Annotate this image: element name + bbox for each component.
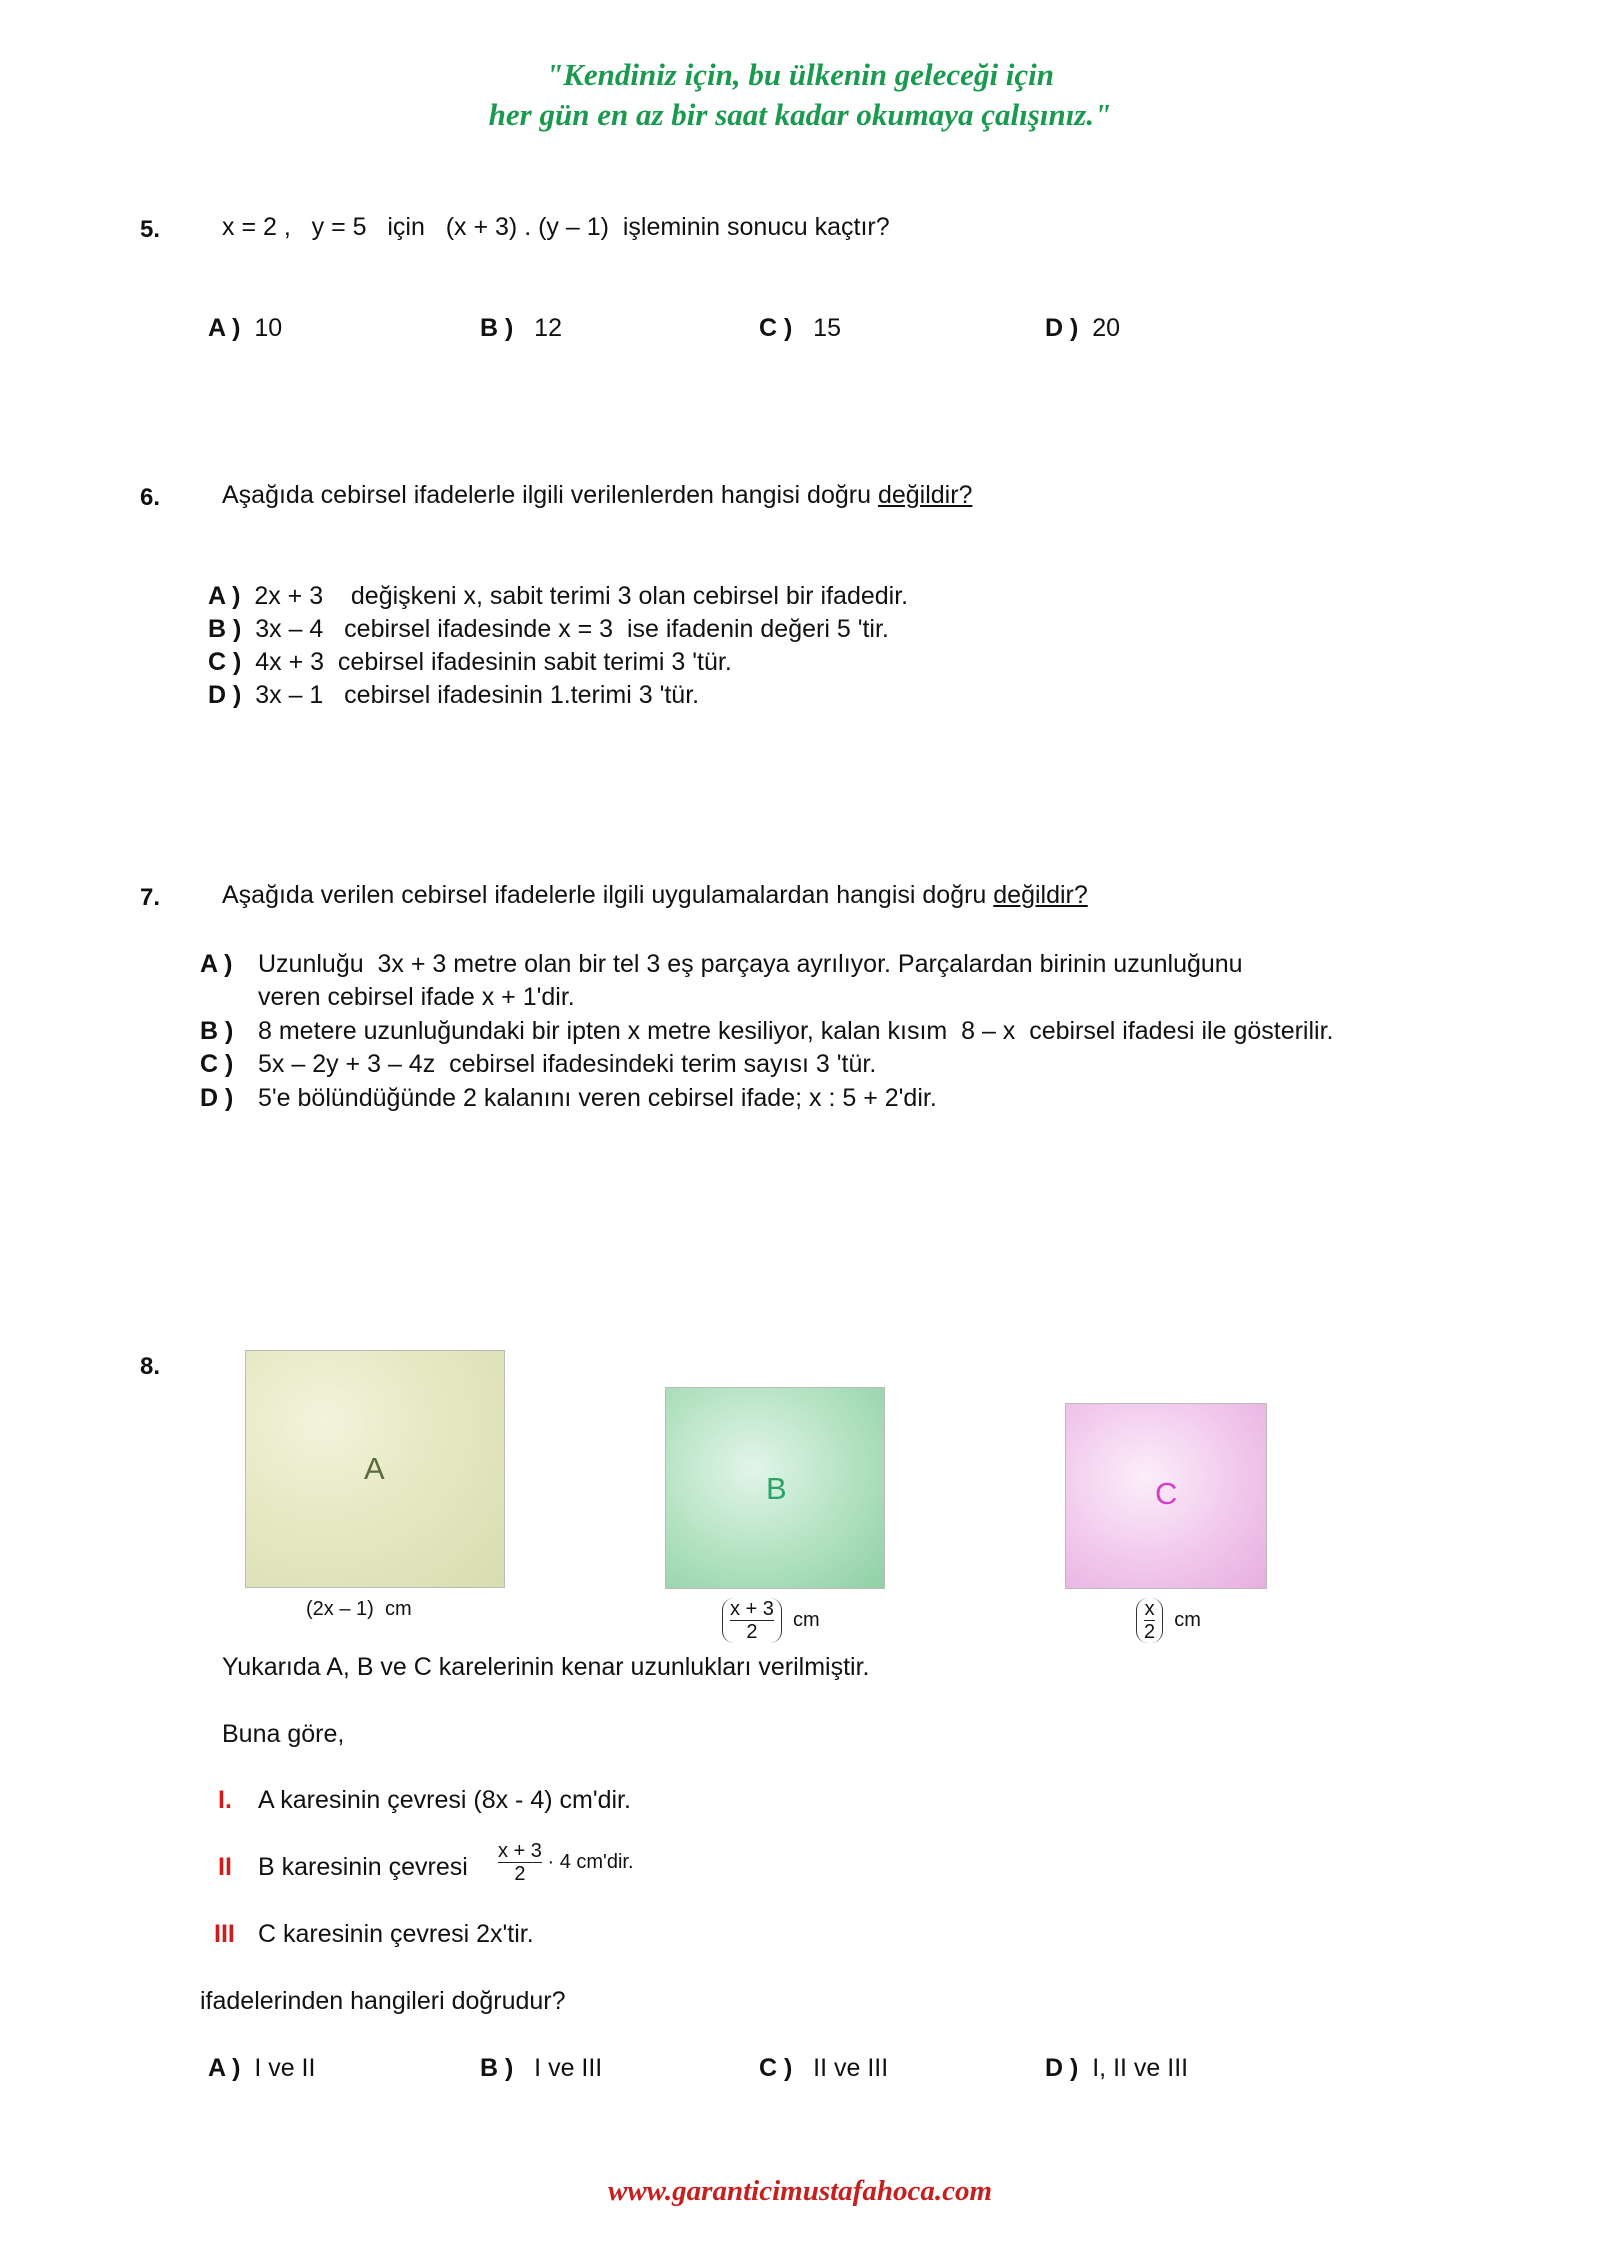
statement-3-text: C karesinin çevresi 2x'tir.: [258, 1920, 534, 1948]
q7-option-d-label[interactable]: D ): [200, 1084, 234, 1112]
header-line-1: "Kendiniz için, bu ülkenin geleceği için: [545, 57, 1055, 92]
question-8-buna-gore: Buna göre,: [222, 1720, 345, 1748]
q6-option-c[interactable]: C ) 4x + 3 cebirsel ifadesinin sabit terimi 3 'tür.: [208, 648, 732, 676]
square-c-side-label: $\frac{x}{2}$ cm: [1136, 1598, 1201, 1643]
q7-option-b-label[interactable]: B ): [200, 1017, 234, 1045]
question-6-text: Aşağıda cebirsel ifadelerle ilgili verilenlerden hangisi doğru değildir?: [222, 481, 973, 509]
question-5-text: x = 2 , y = 5 için (x + 3) . (y – 1) işleminin sonucu kaçtır?: [222, 213, 890, 241]
square-b-letter: B: [766, 1471, 787, 1506]
question-8-prompt: ifadelerinden hangileri doğrudur?: [200, 1987, 566, 2015]
question-7-number: 7.: [140, 884, 161, 911]
q5-option-a[interactable]: A ) 10: [208, 314, 283, 342]
q8-option-c[interactable]: C ) II ve III: [759, 2054, 889, 2082]
q5-option-b[interactable]: B ) 12: [480, 314, 562, 342]
header-line-2: her gün en az bir saat kadar okumaya çalışınız.": [488, 97, 1112, 132]
q7-option-b-text: 8 metere uzunluğundaki bir ipten x metre kesiliyor, kalan kısım 8 – x cebirsel ifadesi ile gösterilir.: [258, 1017, 1334, 1045]
square-a-letter: A: [364, 1451, 385, 1486]
statement-2-text: B karesinin çevresi: [258, 1853, 468, 1881]
q7-option-c-text: 5x – 2y + 3 – 4z cebirsel ifadesindeki terim sayısı 3 'tür.: [258, 1050, 877, 1078]
q6-option-b[interactable]: B ) 3x – 4 cebirsel ifadesinde x = 3 ise ifadenin değeri 5 'tir.: [208, 615, 889, 643]
q8-option-b[interactable]: B ) I ve III: [480, 2054, 603, 2082]
question-7-text: Aşağıda verilen cebirsel ifadelerle ilgili uygulamalardan hangisi doğru değildir?: [222, 881, 1088, 909]
q7-option-d-text: 5'e bölündüğünde 2 kalanını veren cebirsel ifade; x : 5 + 2'dir.: [258, 1084, 937, 1112]
q7-option-a-text: Uzunluğu 3x + 3 metre olan bir tel 3 eş parçaya ayrılıyor. Parçalardan birinin uzunluğunu: [258, 950, 1243, 978]
square-a: [245, 1350, 505, 1588]
question-5-number: 5.: [140, 216, 161, 243]
q6-option-a[interactable]: A ) 2x + 3 değişkeni x, sabit terimi 3 olan cebirsel bir ifadedir.: [208, 582, 909, 610]
question-6-number: 6.: [140, 484, 161, 511]
square-b-side-label: $\frac{x + 3}{2}$ cm: [722, 1598, 820, 1643]
q6-option-d[interactable]: D ) 3x – 1 cebirsel ifadesinin 1.terimi 3 'tür.: [208, 681, 700, 709]
question-8-intro: Yukarıda A, B ve C karelerinin kenar uzunlukları verilmiştir.: [222, 1653, 870, 1681]
square-a-side-label: (2x – 1) cm: [306, 1598, 412, 1620]
footer-website-link[interactable]: www.garanticimustafahoca.com: [607, 2175, 993, 2207]
square-c: [1065, 1403, 1267, 1589]
q5-option-d[interactable]: D ) 20: [1045, 314, 1121, 342]
statement-1-text: A karesinin çevresi (8x - 4) cm'dir.: [258, 1786, 631, 1814]
square-c-letter: C: [1155, 1476, 1178, 1511]
page-header: [0, 55, 1600, 135]
q7-option-a-text-2: veren cebirsel ifade x + 1'dir.: [258, 983, 575, 1011]
statement-2-roman: II: [218, 1853, 232, 1881]
q7-option-a-label[interactable]: A ): [200, 950, 233, 978]
statement-2-fraction: $\frac{x + 3}{2}$ · 4 cm'dir.: [498, 1840, 634, 1885]
statement-1-roman: I.: [218, 1786, 232, 1814]
statement-3-roman: III: [214, 1920, 235, 1948]
q8-option-a[interactable]: A ) I ve II: [208, 2054, 316, 2082]
q7-option-c-label[interactable]: C ): [200, 1050, 234, 1078]
question-8-number: 8.: [140, 1353, 161, 1380]
q5-option-c[interactable]: C ) 15: [759, 314, 841, 342]
q8-option-d[interactable]: D ) I, II ve III: [1045, 2054, 1189, 2082]
square-b: [665, 1387, 885, 1589]
